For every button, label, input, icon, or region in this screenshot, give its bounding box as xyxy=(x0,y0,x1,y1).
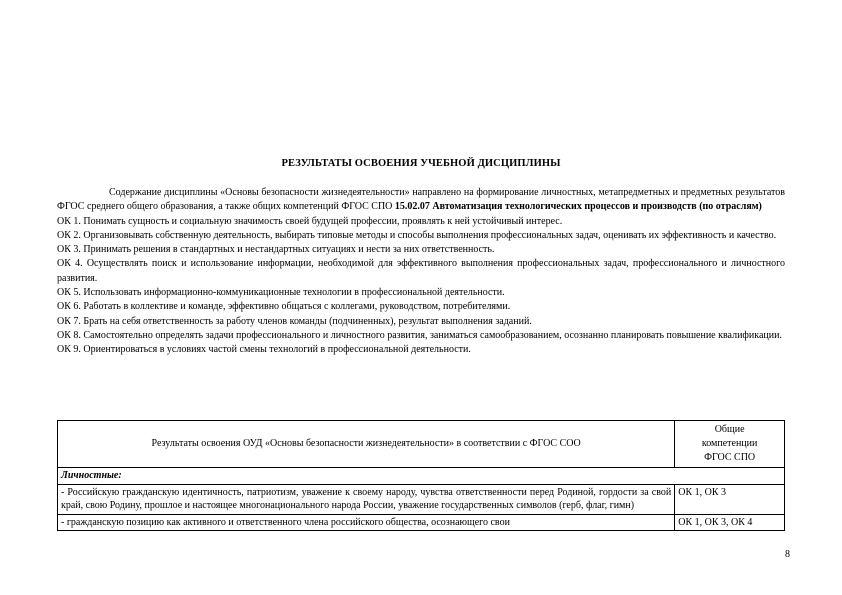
specialty-name: 15.02.07 Автоматизация технологических процессов и производств (по отраслям) xyxy=(394,201,762,213)
header-results: Результаты освоения ОУД «Основы безопасности жизнедеятельности» в соответствии с ФГОС СОО xyxy=(58,421,675,468)
result-cell: - гражданскую позицию как активного и ответственного члена российского общества, осознающего свои xyxy=(58,514,675,531)
header-competencies-line: ФГОС СПО xyxy=(704,452,756,463)
header-competencies-line: Общие xyxy=(714,424,745,435)
page-number: 8 xyxy=(785,549,790,560)
intro-paragraph xyxy=(57,186,785,215)
table-row xyxy=(58,514,785,531)
competency-item: ОК 7. Брать на себя ответственность за работу членов команды (подчиненных), результат выполнения заданий. xyxy=(57,315,532,327)
competency-item: ОК 3. Принимать решения в стандартных и нестандартных ситуациях и нести за них ответственность. xyxy=(57,244,495,256)
competency-item: ОК 6. Работать в коллективе и команде, эффективно общаться с коллегами, руководством, потребителями. xyxy=(57,301,511,313)
competency-item: ОК 1. Понимать сущность и социальную значимость своей будущей профессии, проявлять к ней устойчивый интерес. xyxy=(57,215,563,227)
body-text xyxy=(57,186,785,358)
competency-item: ОК 9. Ориентироваться в условиях частой смены технологий в профессиональной деятельности. xyxy=(57,344,471,356)
intro-text: Содержание дисциплины «Основы безопасности жизнедеятельности» направлено на формирование личностных, метапредметных и предметных результатов ФГОС среднего общего образования, а также общих компетенций ФГОС СПО xyxy=(57,187,785,213)
page-title: РЕЗУЛЬТАТЫ ОСВОЕНИЯ УЧЕБНОЙ ДИСЦИПЛИНЫ xyxy=(281,158,561,169)
competency-cell: ОК 1, ОК 3, ОК 4 xyxy=(675,514,785,531)
competency-item: ОК 5. Использовать информационно-коммуникационные технологии в профессиональной деятельности. xyxy=(57,287,505,299)
section-label: Личностные: xyxy=(58,468,785,485)
header-competencies xyxy=(675,421,785,468)
section-row xyxy=(58,468,785,485)
competency-item: ОК 4. Осуществлять поиск и использование информации, необходимой для эффективного выполнения профессиональных задач, профессионального и личностного развития. xyxy=(57,258,785,284)
competency-item: ОК 8. Самостоятельно определять задачи профессионального и личностного развития, заниматься самообразованием, осознанно планировать повышение квалификации. xyxy=(57,329,782,341)
competency-item: ОК 2. Организовывать собственную деятельность, выбирать типовые методы и способы выполнения профессиональных задач, оценивать их эффективность и качество. xyxy=(57,229,777,241)
table-header-row xyxy=(58,421,785,468)
table-row xyxy=(58,484,785,514)
competency-cell: ОК 1, ОК 3 xyxy=(675,484,785,514)
header-competencies-line: компетенции xyxy=(701,438,758,449)
results-table xyxy=(57,420,785,531)
result-cell: - Российскую гражданскую идентичность, патриотизм, уважение к своему народу, чувства ответственности перед Родиной, гордости за свой край, свою Родину, прошлое и настоящее многонационального народа России, уважение государственных символов (герб, флаг, гимн) xyxy=(58,484,675,514)
